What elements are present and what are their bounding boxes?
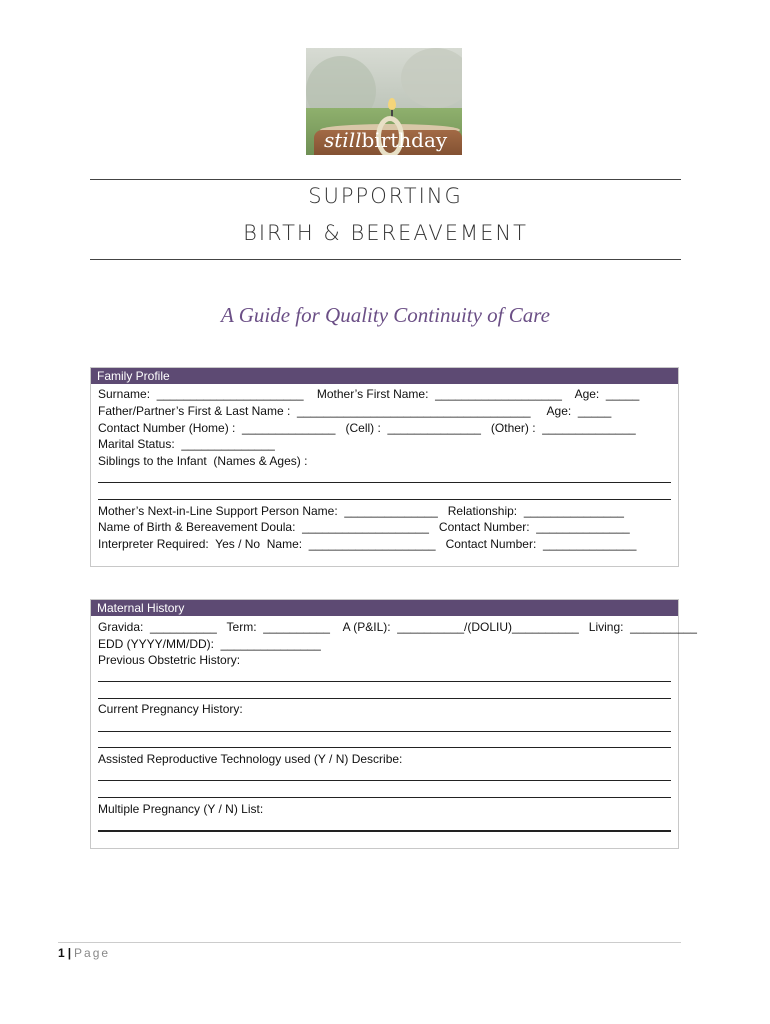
page-title-line1: SUPPORTING [308,184,463,208]
interpreter-line[interactable]: Interpreter Required: Yes / No Name: ___________________ Contact Number: ______________ [98,537,637,551]
page-number: 1 [58,946,65,960]
multiple-pregnancy-blank-line[interactable] [98,830,671,832]
page-footer [58,946,110,960]
maternal-history-section [90,599,697,849]
title-bottom-rule [90,259,681,260]
still-birthday-logo [306,48,462,155]
gravida-line[interactable]: Gravida: __________ Term: __________ A (P&IL): __________/(DOLIU)__________ Living: __________ [98,620,697,634]
obstetric-blank-line-2[interactable] [98,698,671,699]
edd-line[interactable]: EDD (YYYY/MM/DD): _______________ [98,637,321,651]
page-subtitle: A Guide for Quality Continuity of Care [221,303,550,327]
family-profile-section [90,367,679,567]
art-blank-line-1[interactable] [98,780,671,781]
family-profile-heading: Family Profile [91,368,678,384]
art-blank-line-2[interactable] [98,797,671,798]
siblings-label: Siblings to the Infant (Names & Ages) : [98,454,308,468]
title-top-rule [90,179,681,180]
logo-wordmark: stillbirthday [324,128,448,152]
marital-status-line[interactable]: Marital Status: ______________ [98,437,275,451]
siblings-blank-line-1[interactable] [98,482,671,483]
current-pregnancy-blank-line-2[interactable] [98,747,671,748]
doula-line[interactable]: Name of Birth & Bereavement Doula: ___________________ Contact Number: ______________ [98,520,630,534]
current-pregnancy-blank-line-1[interactable] [98,731,671,732]
footer-separator: | [67,946,72,960]
maternal-history-heading: Maternal History [91,600,678,616]
support-person-line[interactable]: Mother’s Next-in-Line Support Person Name: ______________ Relationship: _______________ [98,504,624,518]
obstetric-history-label: Previous Obstetric History: [98,653,241,667]
siblings-blank-line-2[interactable] [98,499,671,500]
partner-line[interactable]: Father/Partner’s First & Last Name : ___________________________________ Age: _____ [98,404,612,418]
page-title-line2: BIRTH & BEREAVEMENT [243,221,528,245]
footer-rule [58,942,681,943]
multiple-pregnancy-label: Multiple Pregnancy (Y / N) List: [98,802,264,816]
page-label: Page [74,946,111,960]
obstetric-blank-line-1[interactable] [98,681,671,682]
current-pregnancy-label: Current Pregnancy History: [98,702,243,716]
surname-line[interactable]: Surname: ______________________ Mother’s First Name: ___________________ Age: _____ [98,387,640,401]
art-label: Assisted Reproductive Technology used (Y / N) Describe: [98,752,403,766]
contact-number-line[interactable]: Contact Number (Home) : ______________ (Cell) : ______________ (Other) : ______________ [98,421,636,435]
